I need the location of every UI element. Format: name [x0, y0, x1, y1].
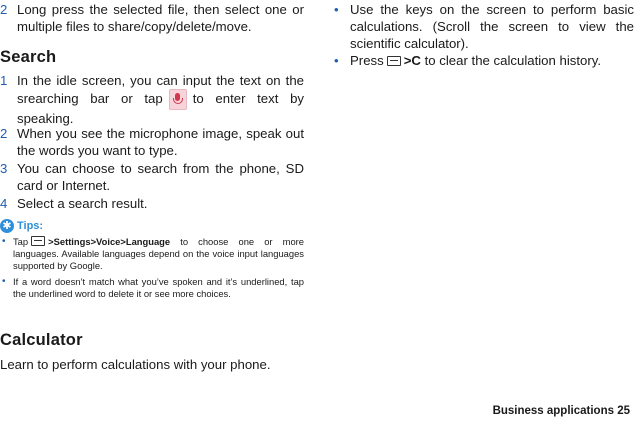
step-number: 2 — [0, 2, 8, 17]
step-text: When you see the microphone image, speak out the words you want to type. — [17, 126, 304, 158]
bullet-text: to clear the calculation history. — [424, 53, 602, 68]
page-number: 25 — [617, 405, 630, 417]
calculator-bullet-clear — [330, 52, 634, 69]
footer-label: Business applications — [492, 405, 614, 417]
bullet-prefix: Press — [350, 53, 384, 68]
search-step-1 — [0, 72, 304, 127]
bullet-icon: • — [334, 53, 339, 68]
bullet-icon: • — [2, 236, 6, 247]
search-step-4 — [0, 195, 304, 212]
step-text: Select a search result. — [17, 196, 148, 211]
tip-text: to choose one or more languages. Available languages depend on the voice input languages supported by Google. — [13, 236, 305, 272]
tip-menu-path: >Settings>Voice>Language — [48, 236, 171, 247]
step-text-cont: to enter text by speaking. — [17, 90, 305, 126]
tip-prefix: Tap — [13, 236, 29, 247]
step-number: 4 — [0, 196, 8, 211]
calculator-bullet-keys — [330, 1, 634, 52]
bullet-icon: • — [2, 276, 6, 287]
section-title-search: Search — [0, 48, 57, 66]
tip-item-underlined — [0, 276, 304, 300]
tips-header — [0, 218, 43, 234]
step-text: You can choose to search from the phone, SD card or Internet. — [17, 161, 304, 193]
tips-icon: ✱ — [0, 219, 14, 233]
calculator-intro: Learn to perform calculations with your phone. — [0, 357, 271, 372]
menu-key-icon — [387, 56, 401, 66]
bullet-text: Use the keys on the screen to perform basic calculations. (Scroll the screen to view the scientific calculator). — [350, 2, 634, 51]
bullet-icon: • — [334, 2, 339, 17]
tip-item-language — [0, 236, 304, 273]
search-step-2 — [0, 125, 304, 159]
page-footer — [493, 405, 630, 417]
tip-text: If a word doesn’t match what you’ve spoken and it’s underlined, tap the underlined word to delete it or see more choices. — [13, 276, 304, 300]
bullet-menu-path: >C — [403, 53, 421, 68]
menu-key-icon — [31, 236, 45, 246]
step-number: 1 — [0, 73, 8, 88]
step-text: Long press the selected file, then select one or multiple files to share/copy/delete/move. — [17, 2, 304, 34]
microphone-icon — [169, 89, 187, 110]
search-step-3 — [0, 160, 304, 194]
step-number: 3 — [0, 161, 8, 176]
step-2-top — [0, 1, 304, 35]
step-number: 2 — [0, 126, 8, 141]
step-text: In the idle screen, you can input the text on the srearching bar or tap — [17, 73, 304, 106]
tips-label: Tips: — [17, 220, 44, 232]
section-title-calculator: Calculator — [0, 331, 83, 349]
